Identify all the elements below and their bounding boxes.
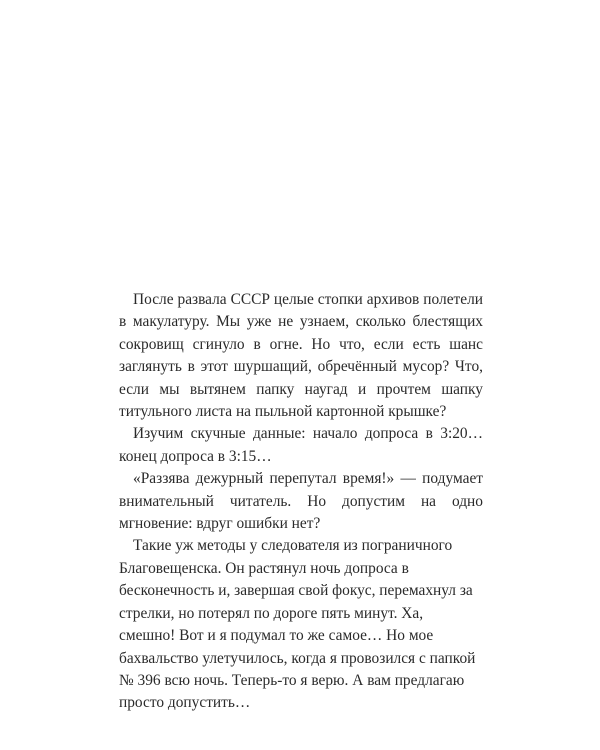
paragraph-interrogation-times: Изучим скучные данные: начало допроса в 3:20… конец допроса в 3:15… (119, 425, 483, 465)
paragraph-investigator-methods: Такие уж методы у следователя из пограничного Благовещенска. Он растянул ночь допроса в бесконечность и, завершая свой фокус, перемахнул за стрелки, но потерял по дороге пять минут. Ха, смешно! Вот и я подумал то же самое… Но мое бахвальство улетучилось, когда я провозился с папкой № 396 всю ночь. Теперь-то я верю. А вам предлагаю просто допустить… (119, 537, 476, 712)
paragraph-archives: После развала СССР целые стопки архивов полетели в макулатуру. Мы уже не узнаем, сколько блестящих сокровищ сгинуло в огне. Но что, если есть шанс заглянуть в этот шуршащий, обречённый мусор? Что, если мы вытянем папку наугад и прочтем шапку титульного листа на пыльной картонной крышке? (119, 291, 483, 421)
paragraph-reader-reaction: «Раззява дежурный перепутал время!» — подумает внимательный читатель. Но допустим на одно мгновение: вдруг ошибки нет? (119, 470, 483, 533)
text-body (119, 289, 483, 715)
